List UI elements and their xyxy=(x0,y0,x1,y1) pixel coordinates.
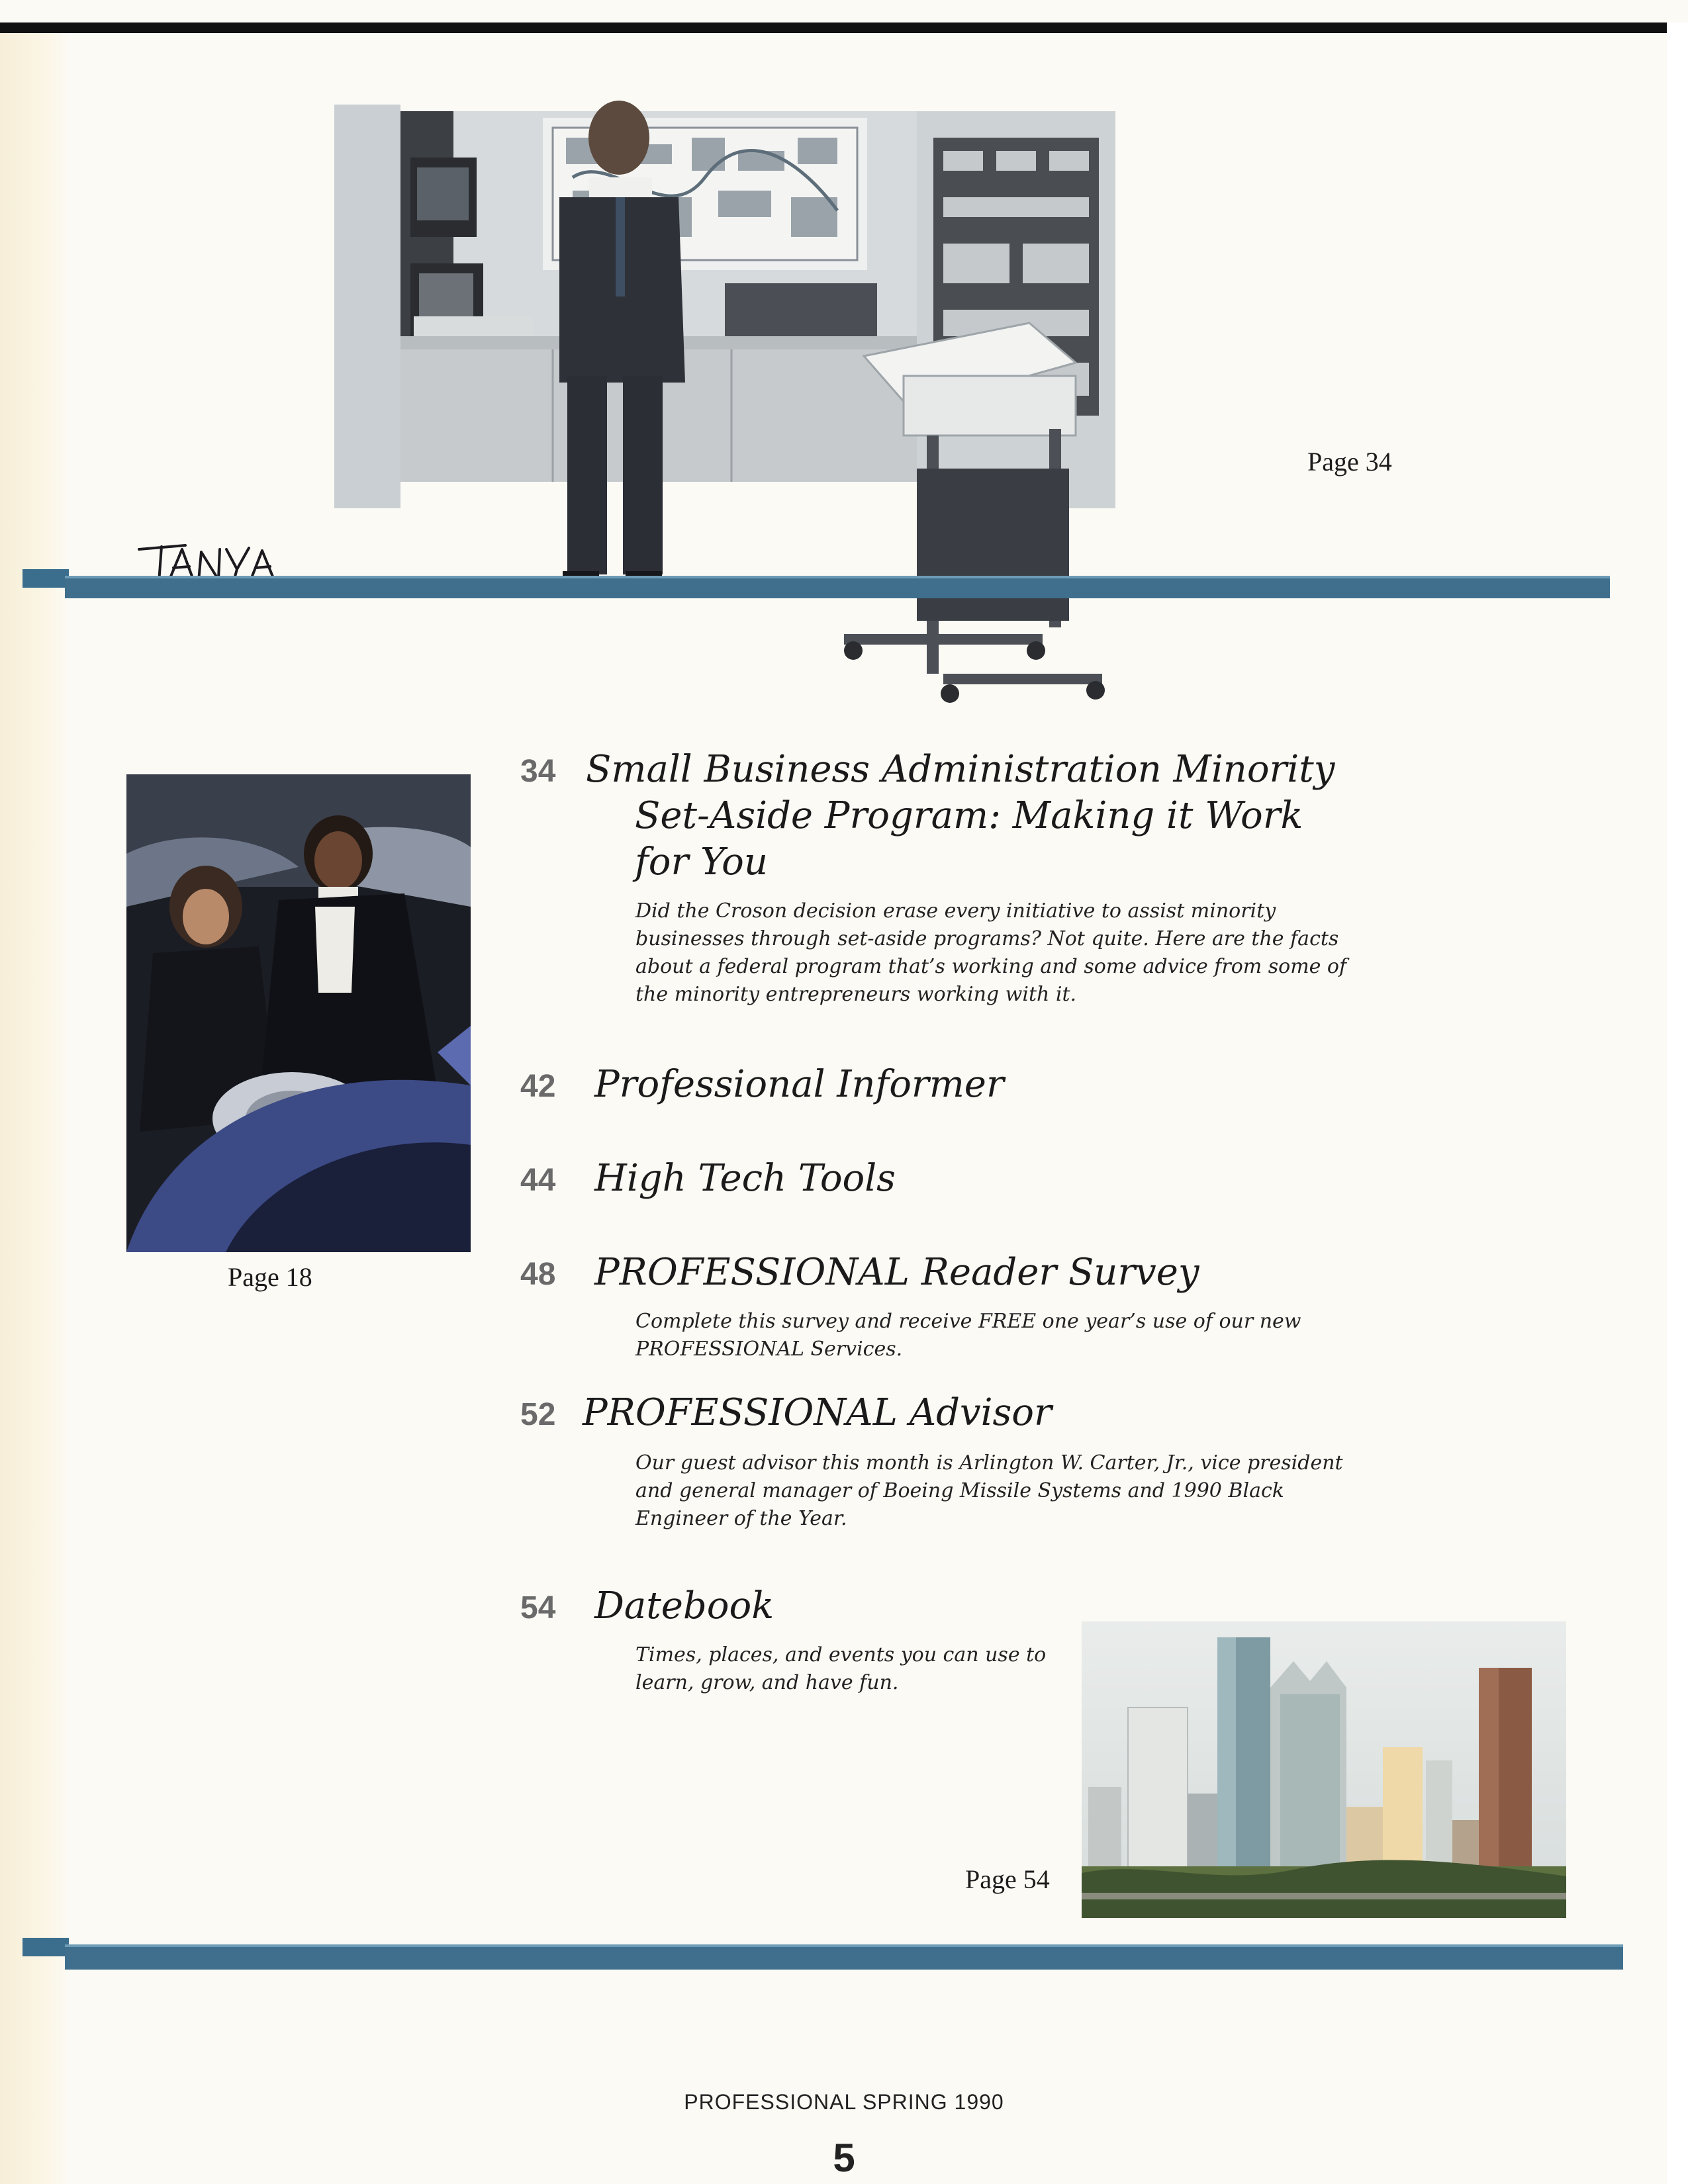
top-rule xyxy=(0,23,1669,33)
caption-page-54: Page 54 xyxy=(965,1864,1050,1894)
entry-title-42[interactable]: Professional Informer xyxy=(594,1063,1004,1106)
entry-number-44: 44 xyxy=(520,1163,556,1198)
band-stub-bottom xyxy=(23,1938,69,1956)
page-number: 5 xyxy=(833,2136,855,2180)
skyline-photo xyxy=(1082,1621,1566,1918)
entry-title-34-line-2: Set-Aside Program: Making it Work xyxy=(635,794,1303,837)
caption-page-34: Page 34 xyxy=(1307,447,1392,477)
entry-title-48[interactable]: PROFESSIONAL Reader Survey xyxy=(594,1251,1199,1294)
blue-band-bottom xyxy=(65,1944,1623,1970)
entry-title-34[interactable] xyxy=(586,747,1433,886)
entry-title-54[interactable]: Datebook xyxy=(594,1584,774,1627)
people-photo xyxy=(126,774,471,1252)
entry-number-34: 34 xyxy=(520,754,556,789)
entry-title-34-line-1: Small Business Administration Minority xyxy=(586,748,1335,791)
entry-number-54: 54 xyxy=(520,1590,556,1625)
entry-number-48: 48 xyxy=(520,1257,556,1292)
entry-description-54: Times, places, and events you can use to learn, grow, and have fun. xyxy=(635,1643,1047,1694)
entry-title-44[interactable]: High Tech Tools xyxy=(594,1157,896,1200)
entry-description-52: Our guest advisor this month is Arlington W. Carter, Jr., vice president and general manager of Boeing Missile Systems and 1990 Black Engineer of the Year. xyxy=(635,1451,1343,1530)
publication-footer: PROFESSIONAL SPRING 1990 xyxy=(684,2090,1004,2114)
caption-page-18: Page 18 xyxy=(228,1262,312,1292)
entry-title-52[interactable]: PROFESSIONAL Advisor xyxy=(583,1391,1052,1434)
entry-description-34: Did the Croson decision erase every initiative to assist minority businesses through set-aside programs? Not quite. Here are the facts about a federal program that’s working and some advice from some of the minority entrepreneurs working with it. xyxy=(635,899,1347,1006)
scan-left-edge xyxy=(0,33,69,2184)
equipment-photo xyxy=(334,98,1155,720)
entry-number-42: 42 xyxy=(520,1069,556,1104)
scan-right-edge xyxy=(1667,23,1688,2184)
blue-band-top xyxy=(65,576,1610,598)
entry-title-34-line-3: for You xyxy=(635,841,768,884)
band-stub-top xyxy=(23,569,69,588)
entry-number-52: 52 xyxy=(520,1397,556,1432)
entry-description-48: Complete this survey and receive FREE one year’s use of our new PROFESSIONAL Services. xyxy=(635,1310,1301,1361)
